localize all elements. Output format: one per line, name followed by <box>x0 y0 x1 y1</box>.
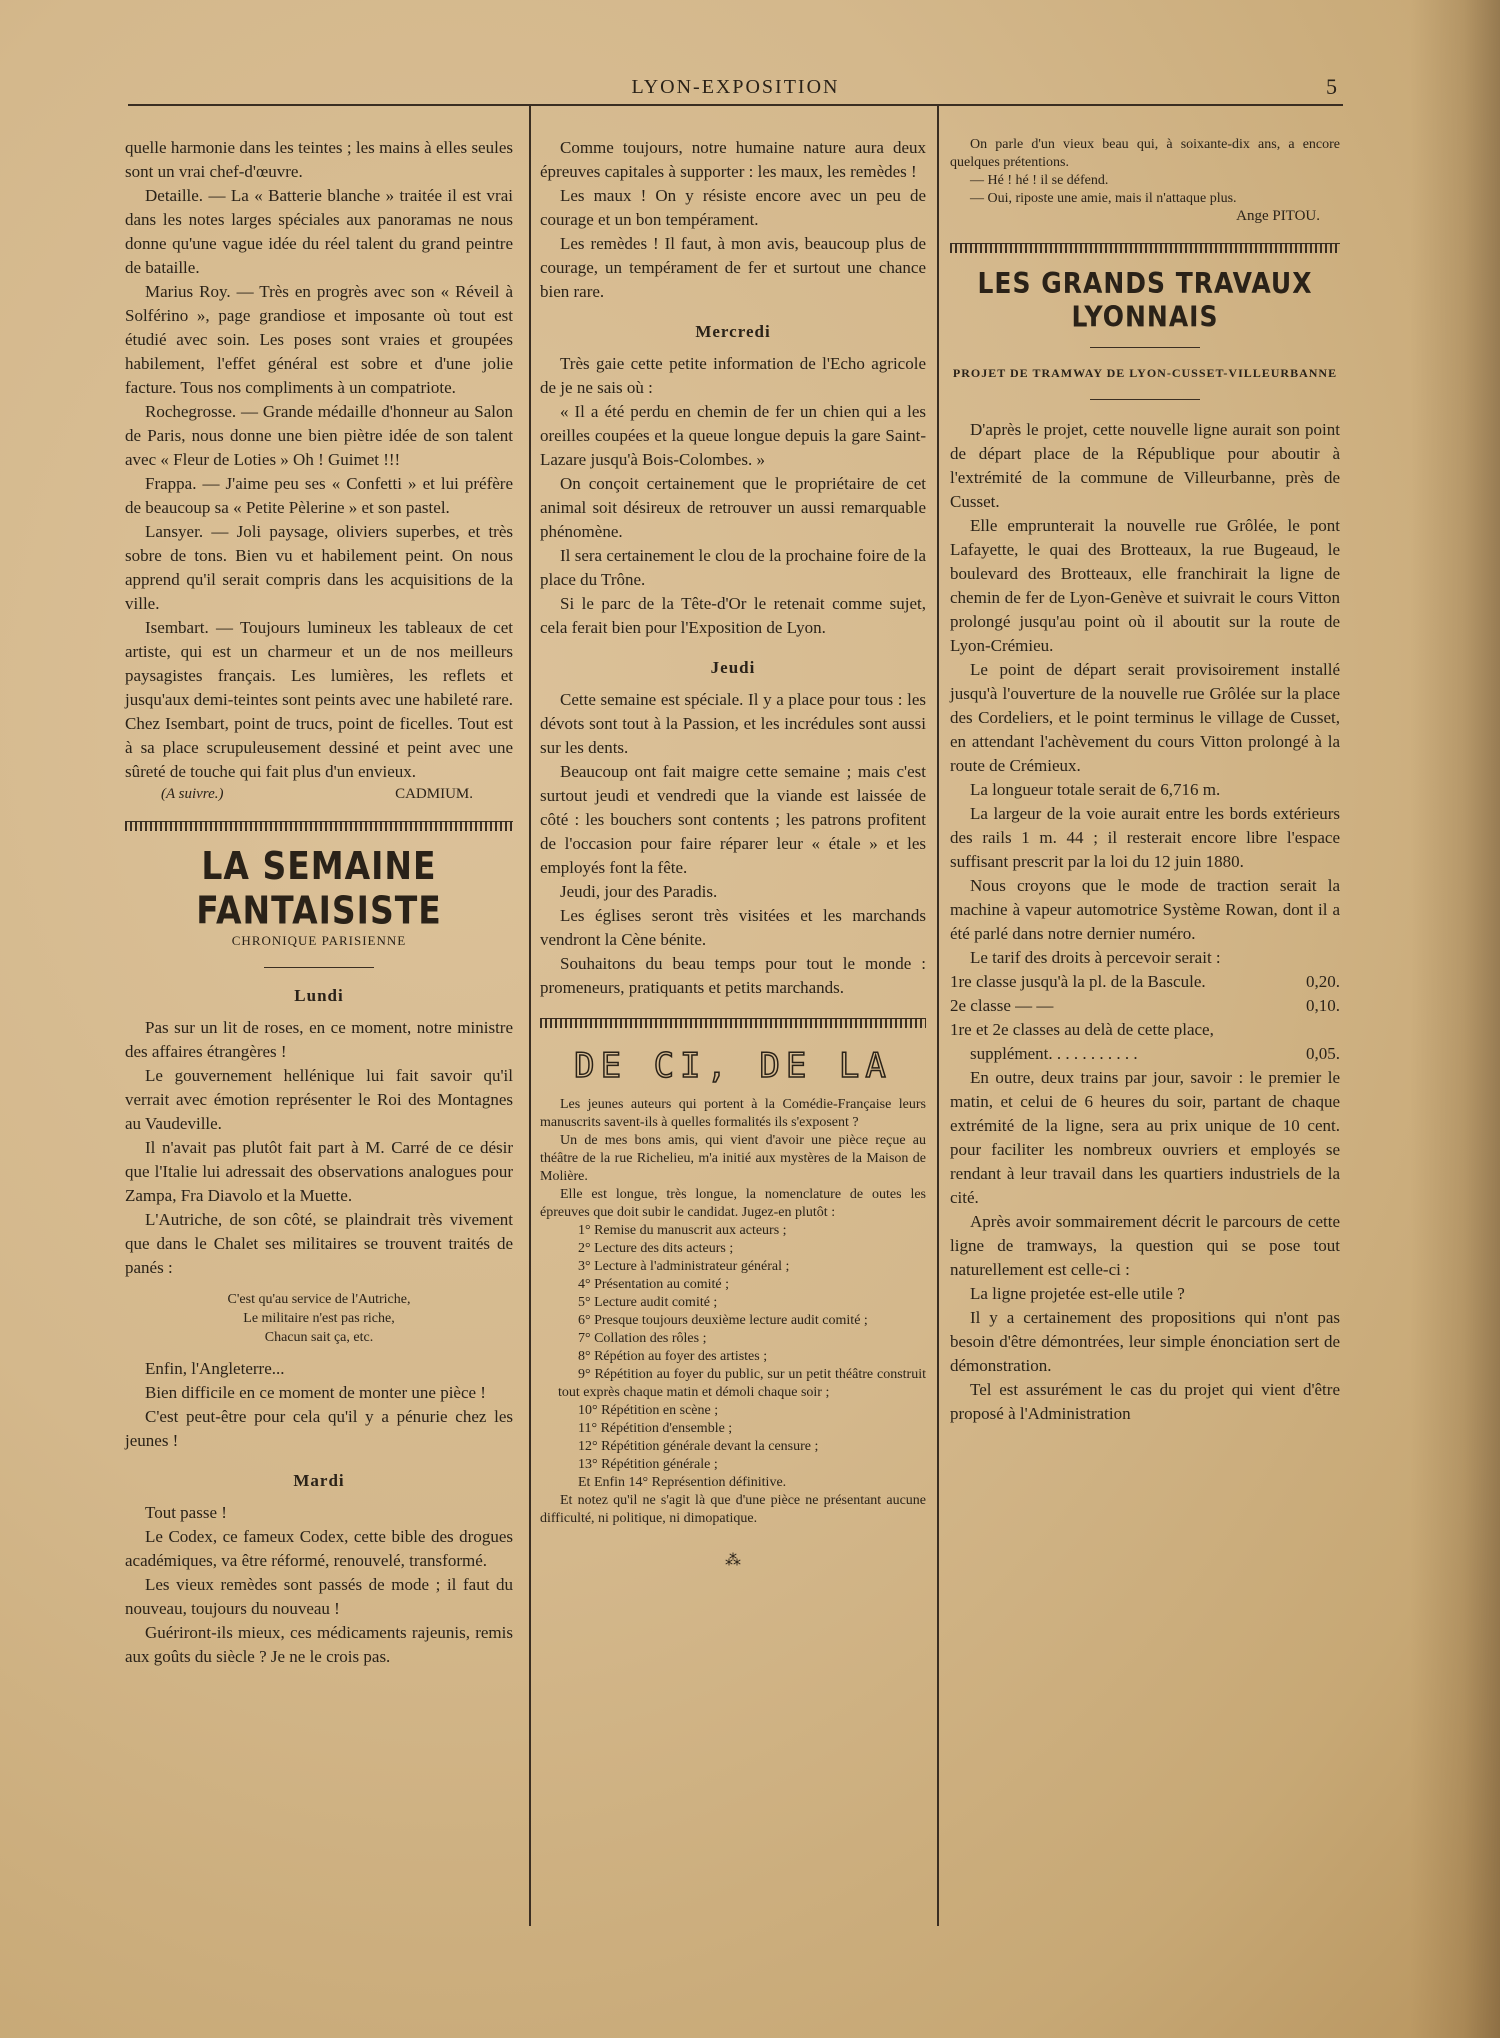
paragraph: L'Autriche, de son côté, se plaindrait très vivement que dans le Chalet ses militaires se trouvent traités de panés : <box>125 1210 513 1277</box>
day-heading: Mardi <box>293 1471 345 1490</box>
short-rule <box>264 967 374 968</box>
dotted-rule <box>125 821 513 831</box>
paragraph: On parle d'un vieux beau qui, à soixante-dix ans, a encore quelques prétentions. <box>950 137 1340 170</box>
paragraph: Beaucoup ont fait maigre cette semaine ; mais c'est surtout jeudi et vendredi que la viande est laissée de côté : les bouchers sont contents ; les patrons profitent de l'occasion pour faire réparer leur « étale » et les employés font la fête. <box>540 762 926 877</box>
section-title: LA SEMAINE FANTAISISTE <box>196 843 442 933</box>
short-rule <box>1090 347 1200 348</box>
verse-line: C'est qu'au service de l'Autriche, <box>227 1292 411 1307</box>
list-item: 2° Lecture des dits acteurs ; <box>578 1241 734 1256</box>
paragraph: Un de mes bons amis, qui vient d'avoir une pièce reçue au théâtre de la rue Richelieu, m'a initié aux mystères de la Maison de Molière. <box>540 1133 926 1184</box>
paragraph: Cette semaine est spéciale. Il y a place pour tous : les dévots sont tout à la Passion, et les incrédules sont aussi sur les dents. <box>540 690 926 757</box>
column-1 <box>125 136 513 1669</box>
section-subtitle: CHRONIQUE PARISIENNE <box>231 933 407 948</box>
paragraph: Les jeunes auteurs qui portent à la Comédie-Française leurs manuscrits savent-ils à quelles formalités ils s'exposent ? <box>540 1097 926 1130</box>
list-item: 4° Présentation au comité ; <box>578 1277 730 1292</box>
paragraph: Detaille. — La « Batterie blanche » traitée il est vrai dans les notes larges spéciales aux panoramas ne nous donne qu'une vague idée du réel talent du grand peintre de bataille. <box>125 186 513 277</box>
verse-line: Le militaire n'est pas riche, <box>243 1311 395 1326</box>
paragraph: Lansyer. — Joli paysage, oliviers superbes, et très sobre de tons. Bien vu et habilement peint. On nous apprend qu'il serait compris dans les acquisitions de la ville. <box>125 522 513 613</box>
paragraph: — Hé ! hé ! il se défend. <box>970 173 1109 188</box>
paragraph: La longueur totale serait de 6,716 m. <box>970 780 1221 799</box>
tarif-value: 0,10. <box>1306 996 1340 1015</box>
list-item: 1° Remise du manuscrit aux acteurs ; <box>578 1223 787 1238</box>
section-subtitle: PROJET DE TRAMWAY DE LYON-CUSSET-VILLEURBANNE <box>952 366 1338 380</box>
page-number: 5 <box>1326 74 1337 99</box>
tarif-label: 2e classe — — <box>950 996 1054 1015</box>
day-heading: Mercredi <box>695 322 771 341</box>
tarif-row <box>950 1018 1340 1042</box>
dotted-rule <box>540 1018 926 1028</box>
asterism: ⁂ <box>725 1552 741 1569</box>
tarif-label: supplément. . . . . . . . . . . <box>970 1044 1138 1063</box>
paragraph: La ligne projetée est-elle utile ? <box>970 1284 1185 1303</box>
tarif-row <box>950 994 1340 1018</box>
paragraph: Si le parc de la Tête-d'Or le retenait comme sujet, cela ferait bien pour l'Exposition de Lyon. <box>540 594 926 637</box>
paragraph: Nous croyons que le mode de traction serait la machine à vapeur automotrice Système Rowan, dont il a été parlé dans notre dernier numéro. <box>950 876 1340 943</box>
tarif-value: 0,05. <box>1306 1044 1340 1063</box>
paragraph: Après avoir sommairement décrit le parcours de cette ligne de tramways, la question qui se pose tout naturellement est celle-ci : <box>950 1212 1340 1279</box>
section-title: DE CI, DE LA <box>574 1046 892 1086</box>
paragraph: Tel est assurément le cas du projet qui vient d'être proposé à l'Administration <box>950 1380 1340 1423</box>
paragraph: Le Codex, ce fameux Codex, cette bible des drogues académiques, va être réformé, renouvelé, transformé. <box>125 1527 513 1570</box>
paragraph: Marius Roy. — Très en progrès avec son « Réveil à Solférino », page grandiose et imposante où tout est étudié avec soin. Les poses sont vraies et groupées habilement, l'effet général est sobre et d'une jolie facture. Tous nos compliments à un compatriote. <box>125 282 513 397</box>
paragraph: Les maux ! On y résiste encore avec un peu de courage et un bon tempérament. <box>540 186 926 229</box>
header-title: LYON-EXPOSITION <box>631 76 840 98</box>
list-item: 11° Répétition d'ensemble ; <box>578 1421 733 1436</box>
short-rule <box>1090 399 1200 400</box>
tarif-label: 1re et 2e classes au delà de cette place, <box>950 1020 1214 1039</box>
tarif-value: 0,20. <box>1306 972 1340 991</box>
paragraph: quelle harmonie dans les teintes ; les mains à elles seules sont un vrai chef-d'œuvre. <box>125 138 513 181</box>
paragraph: Très gaie cette petite information de l'Echo agricole de je ne sais où : <box>540 354 926 397</box>
signature: CADMIUM. <box>395 786 473 802</box>
paragraph: Il sera certainement le clou de la prochaine foire de la place du Trône. <box>540 546 926 589</box>
signoff <box>125 786 513 803</box>
paragraph: Elle emprunterait la nouvelle rue Grôlée, le pont Lafayette, le quai des Brotteaux, la rue Bugeaud, le boulevard des Brotteaux, elle franchirait la ligne de chemin de fer de Lyon-Genève et suivrait le cours Vitton prolongé jusqu'au point où il aboutit sur la route de Lyon-Crémieu. <box>950 516 1340 655</box>
paragraph: Pas sur un lit de roses, en ce moment, notre ministre des affaires étrangères ! <box>125 1018 513 1061</box>
paragraph: La largeur de la voie aurait entre les bords extérieurs des rails 1 m. 44 ; il resterait encore libre l'espace suffisant prescrit par la loi du 12 juin 1880. <box>950 804 1340 871</box>
list-item: 6° Presque toujours deuxième lecture audit comité ; <box>578 1313 868 1328</box>
paragraph: Le gouvernement hellénique lui fait savoir qu'il verrait avec émotion représenter le Roi des Montagnes au Vaudeville. <box>125 1066 513 1133</box>
paragraph: Et notez qu'il ne s'agit là que d'une pièce ne présentant aucune difficulté, ni politique, ni dimopatique. <box>540 1493 926 1526</box>
paragraph: Il y a certainement des propositions qui n'ont pas besoin d'être démontrées, leur simple énonciation sert de démonstration. <box>950 1308 1340 1375</box>
list-item: 3° Lecture à l'administrateur général ; <box>578 1259 790 1274</box>
list-item: Et Enfin 14° Représention définitive. <box>578 1475 787 1490</box>
paragraph: Les remèdes ! Il faut, à mon avis, beaucoup plus de courage, un tempérament de fer et surtout une chance bien rare. <box>540 234 926 301</box>
column-2 <box>540 136 926 1570</box>
tarif-row <box>950 970 1340 994</box>
column-3 <box>950 136 1340 1426</box>
paragraph: Jeudi, jour des Paradis. <box>560 882 718 901</box>
list-item: 13° Répétition générale ; <box>578 1457 718 1472</box>
verse-line: Chacun sait ça, etc. <box>264 1330 374 1345</box>
paragraph: Bien difficile en ce moment de monter une pièce ! <box>145 1383 486 1402</box>
list-item: 8° Répétion au foyer des artistes ; <box>578 1349 768 1364</box>
paragraph: Les vieux remèdes sont passés de mode ; il faut du nouveau, toujours du nouveau ! <box>125 1575 513 1618</box>
paragraph: D'après le projet, cette nouvelle ligne aurait son point de départ place de la République pour aboutir à l'extrémité de la commune de Villeurbanne, près de Cusset. <box>950 420 1340 511</box>
day-heading: Lundi <box>294 986 344 1005</box>
paragraph: Guériront-ils mieux, ces médicaments rajeunis, remis aux goûts du siècle ? Je ne le crois pas. <box>125 1623 513 1666</box>
verse <box>125 1290 513 1347</box>
paragraph: Elle est longue, très longue, la nomenclature de outes les épreuves que doit subir le candidat. Jugez-en plutôt : <box>540 1187 926 1220</box>
section-title: LES GRANDS TRAVAUX LYONNAIS <box>977 266 1313 334</box>
tarif-label: 1re classe jusqu'à la pl. de la Bascule. <box>950 972 1206 991</box>
dotted-rule <box>950 243 1340 253</box>
paragraph: C'est peut-être pour cela qu'il y a pénurie chez les jeunes ! <box>125 1407 513 1450</box>
page-header <box>128 74 1343 106</box>
list-item: 7° Collation des rôles ; <box>578 1331 707 1346</box>
tarif-value <box>1280 1018 1340 1042</box>
paragraph: — Oui, riposte une amie, mais il n'attaque plus. <box>970 191 1237 206</box>
paragraph: En outre, deux trains par jour, savoir : le premier le matin, et celui de 6 heures du soir, partant de chaque extrémité de la ligne, sera au prix unique de 10 cent. pour faciliter les nombreux ouvriers et employés se rendant à leur travail dans les quartiers industriels de la cité. <box>950 1068 1340 1207</box>
paragraph: Il n'avait pas plutôt fait part à M. Carré de ce désir que l'Italie lui adressait des observations analogues pour Zampa, Fra Diavolo et la Muette. <box>125 1138 513 1205</box>
list-item: 10° Répétition en scène ; <box>578 1403 719 1418</box>
paragraph: « Il a été perdu en chemin de fer un chien qui a les oreilles coupées et la queue longue depuis la gare Saint-Lazare jusqu'à Bois-Colombes. » <box>540 402 926 469</box>
paragraph: Souhaitons du beau temps pour tout le monde : promeneurs, pratiquants et petits marchands. <box>540 954 926 997</box>
signature: Ange PITOU. <box>1236 208 1320 224</box>
paragraph: Le tarif des droits à percevoir serait : <box>970 948 1221 967</box>
paper-edge <box>1410 0 1500 2038</box>
tarif-row <box>950 1042 1340 1066</box>
day-heading: Jeudi <box>710 658 756 677</box>
paragraph: On conçoit certainement que le propriétaire de cet animal soit désireux de retrouver un aussi remarquable phénomène. <box>540 474 926 541</box>
paragraph: Enfin, l'Angleterre... <box>145 1359 285 1378</box>
paragraph: Tout passe ! <box>145 1503 227 1522</box>
column-rule <box>937 106 939 1926</box>
paragraph: Rochegrosse. — Grande médaille d'honneur au Salon de Paris, nous donne une bien piètre idée de son talent avec « Fleur de Loties » Oh ! Guimet !!! <box>125 402 513 469</box>
list-item: 12° Répétition générale devant la censure ; <box>578 1439 819 1454</box>
paragraph: Le point de départ serait provisoirement installé jusqu'à l'ouverture de la nouvelle rue Grôlée sur la place des Cordeliers, et le point terminus le village de Cusset, en attendant l'achèvement du cours Vitton prolongé à la route de Crémieux. <box>950 660 1340 775</box>
list-item: 5° Lecture audit comité ; <box>578 1295 718 1310</box>
column-rule <box>529 106 531 1926</box>
paragraph: Frappa. — J'aime peu ses « Confetti » et lui préfère de beaucoup sa « Petite Pèlerine » et son pastel. <box>125 474 513 517</box>
paragraph: Comme toujours, notre humaine nature aura deux épreuves capitales à supporter : les maux, les remèdes ! <box>540 138 926 181</box>
paragraph: Isembart. — Toujours lumineux les tableaux de cet artiste, qui est un charmeur et un de nos meilleurs paysagistes français. Les lumières, les reflets et jusqu'aux demi-teintes sont peints avec une habileté rare. Chez Isembart, point de trucs, point de ficelles. Tout est à sa place scrupuleusement dessiné et peint avec une sûreté de touche qui fait plus d'un envieux. <box>125 618 513 781</box>
list-item: 9° Répétition au foyer du public, sur un petit théâtre construit tout exprès chaque matin et démoli chaque soir ; <box>558 1367 926 1400</box>
a-suivre: (A suivre.) <box>161 786 224 802</box>
paragraph: Les églises seront très visitées et les marchands vendront la Cène bénite. <box>540 906 926 949</box>
